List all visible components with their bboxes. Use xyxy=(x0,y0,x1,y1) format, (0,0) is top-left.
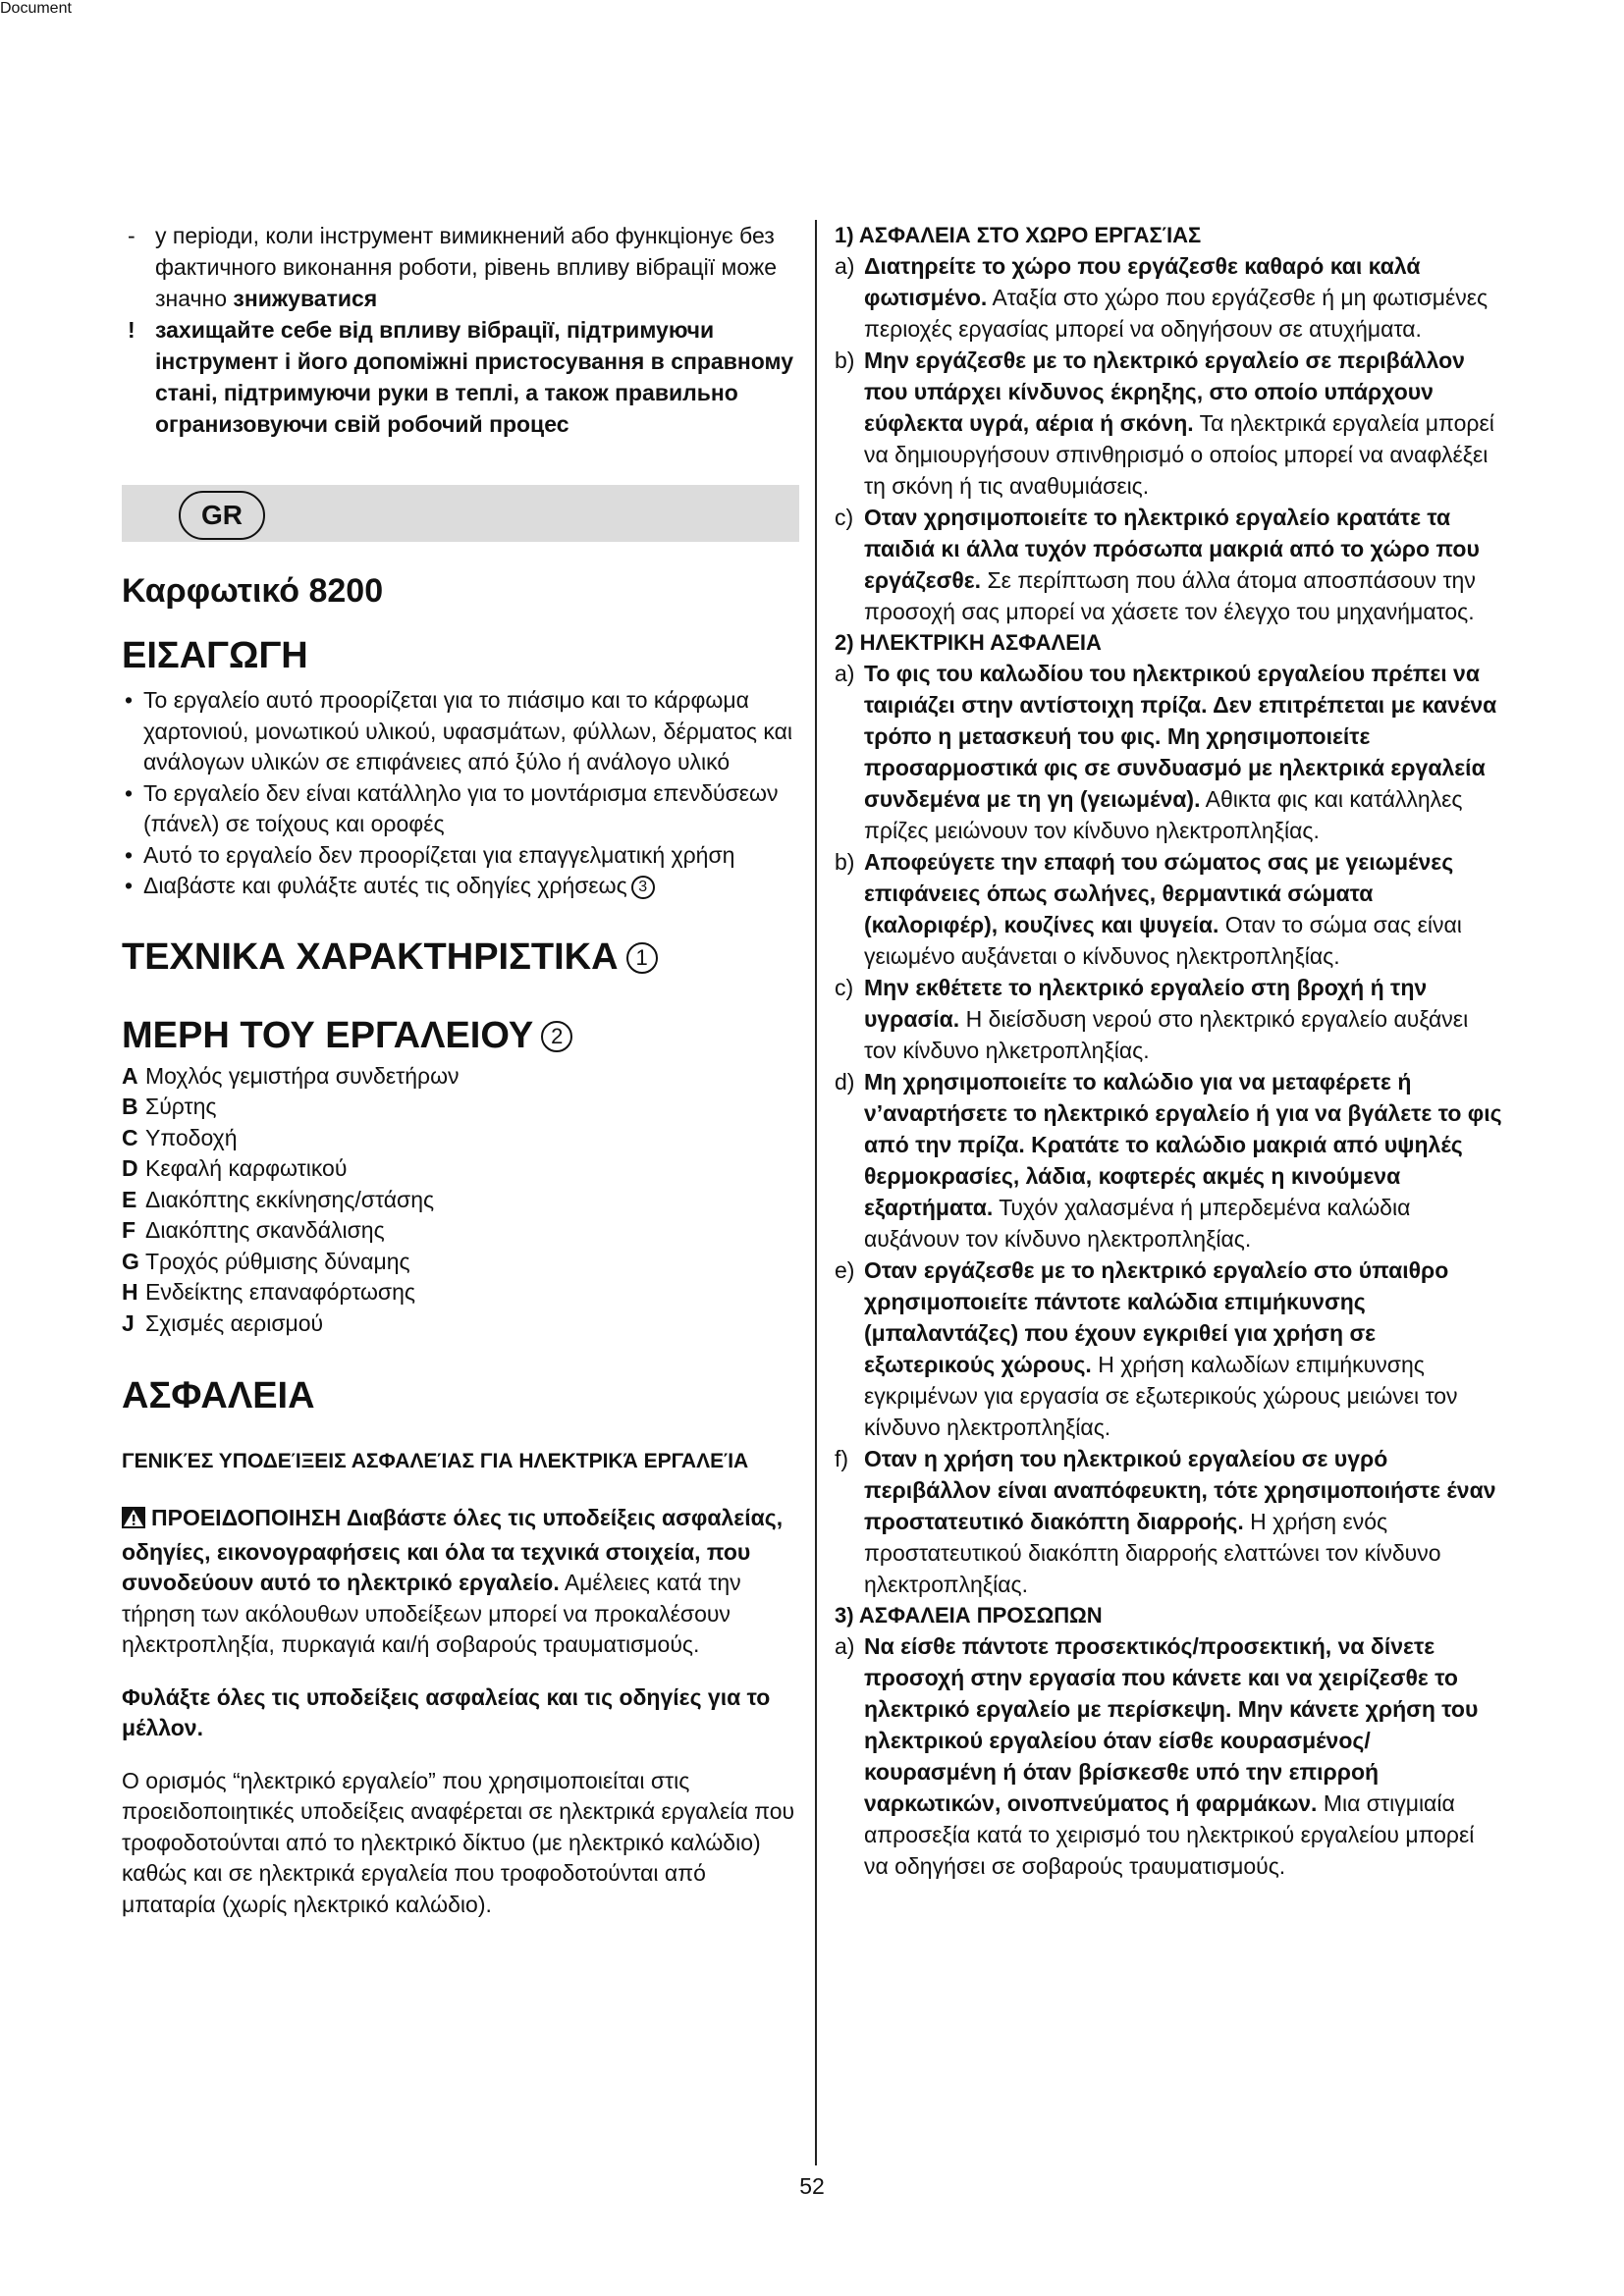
uk-item-1: - у періоди, коли інструмент вимикнений або функціонує без фактичного виконання роботи, рівень впливу вібрації може значно знижуватися xyxy=(122,220,799,314)
list-item: • Το εργαλείο δεν είναι κατάλληλο για το μοντάρισμα επενδύσεων (πάνελ) σε τοίχους και οροφές xyxy=(125,779,779,836)
keep-instructions: Φυλάξτε όλες τις υποδείξεις ασφαλείας και τις οδηγίες για το μέλλον. xyxy=(122,1683,771,1740)
list-item: C Υποδοχή xyxy=(122,1124,238,1150)
list-item: • Το εργαλείο αυτό προορίζεται για το πιάσιμο και το κάρφωμα χαρτονιού, μονωτικού υλικού, υφασμάτων, φύλλων, δέρματος και ανάλογων υλικών σε επιφάνειες από ξύλο ή ανάλογο υλικό xyxy=(125,687,792,774)
language-bar xyxy=(122,485,799,542)
list-item: c) Οταν χρησιμοποιείτε το ηλεκτρικό εργαλείο κρατάτε τα παιδιά κι άλλα τυχόν πρόσωπα μακριά από το χώρο που εργάζεσθε. Σε περίπτωση που άλλα άτομα αποσπάσουν την προσοχή σας μπορεί να χάσετε τον έλεγχο του μηχανήματος. xyxy=(835,505,1480,624)
list-item: e) Οταν εργάζεσθε με το ηλεκτρικό εργαλείο στο ύπαιθρο χρησιμοποιείτε πάντοτε καλώδια επιμήκυνσης (μπαλαντάζες) που έχουν εγκριθεί για χρήση σε εξωτερικούς χώρους. Η χρήση καλωδίων επιμήκυνσης εγκριμένων για εργασία σε εξωτερικούς χώρους μειώνει τον κίνδυνο ηλεκτροπληξίας. xyxy=(835,1257,1458,1440)
column-divider xyxy=(815,220,817,2165)
warning-paragraph: ΠΡΟΕΙΔΟΠΟΙΗΣΗ Διαβάστε όλες τις υποδείξεις ασφαλείας, οδηγίες, εικονογραφήσεις και όλα τα τεχνικά στοιχεία, που συνοδεύουν αυτό το ηλεκτρικό εργαλείο. Αμέλειες κατά την τήρηση των ακόλουθων υποδείξεων μπορεί να προκαλέσουν ηλεκτροπληξία, πυρκαγιά και/ή σοβαρούς τραυματισμούς. xyxy=(122,1505,784,1657)
figure-ref-1: 1 xyxy=(626,942,658,974)
list-item: f) Οταν η χρήση του ηλεκτρικού εργαλείου σε υγρό περιβάλλον είναι αναπόφευκτη, τότε χρησιμοποιήστε έναν προστατευτικό διακόπτη διαρροής. Η χρήση ενός προστατευτικού διακόπτη διαρροής ελαττώνει τον κίνδυνο ηλεκτροπληξίας. xyxy=(835,1446,1496,1597)
warning-triangle-icon xyxy=(122,1506,145,1537)
intro-bullets xyxy=(122,685,799,902)
list-item: d) Μη χρησιμοποιείτε το καλώδιο για να μεταφέρετε ή ν’αναρτήσετε το ηλεκτρικό εργαλείο ή για να βγάλετε το φις από την πρίζα. Κρατάτε το καλώδιο μακριά από υψηλές θερμοκρασίες, λάδια, κοφτερές ακμές η κινούμενα εξαρτήματα. Τυχόν χαλασμένα ή μπερδεμένα καλώδια αυξάνουν τον κίνδυνο ηλεκτροπληξίας. xyxy=(835,1069,1502,1252)
definition-paragraph: Ο ορισμός “ηλεκτρικό εργαλείο” που χρησιμοποιείται στις προειδοποιητικές υποδείξεις αναφέρεται σε ηλεκτρικά εργαλεία που τροφοδοτούνται από το ηλεκτρικό δίκτυο (με ηλεκτρικό καλώδιο) καθώς και σε ηλεκτρικά εργαλεία που τροφοδοτούνται από μπαταρία (χωρίς ηλεκτρικό καλώδιο). xyxy=(122,1767,795,1917)
list-item: A Μοχλός γεμιστήρα συνδετήρων xyxy=(122,1062,460,1089)
list-item: • Αυτό το εργαλείο δεν προορίζεται για επαγγελματική χρήση xyxy=(125,841,735,868)
parts-list xyxy=(122,1061,799,1340)
safety-heading: ΑΣΦΑΛΕΙΑ xyxy=(122,1375,315,1416)
section-title-1: 1) ΑΣΦΑΛΕΙΑ ΣΤΟ ΧΩΡΟ ΕΡΓΑΣΊΑΣ xyxy=(835,223,1202,247)
exclamation-marker: ! xyxy=(128,317,135,343)
tech-heading: ΤΕΧΝΙΚΑ ΧΑΡΑΚΤΗΡΙΣΤΙΚΑ 1 xyxy=(122,935,799,979)
ukrainian-notes xyxy=(122,220,799,440)
uk-item-2: ! захищайте себе від впливу вібрації, підтримуючи інструмент і його допоміжні пристосування в справному стані, підтримуючи руки в теплі, а також правильно огранизовуючи свій робочий процес xyxy=(122,314,799,440)
list-item: b) Μην εργάζεσθε με το ηλεκτρικό εργαλείο σε περιβάλλον που υπάρχει κίνδυνος έκρηξης, στο οποίο υπάρχουν εύφλεκτα υγρά, αέρια ή σκόνη. Τα ηλεκτρικά εργαλεία μπορεί να δημιουργήσουν σπινθηρισμό ο οποίος μπορεί να αναφλέξει τη σκόνη ή τις αναθυμιάσεις. xyxy=(835,347,1494,499)
figure-ref-3: 3 xyxy=(631,876,655,899)
left-column xyxy=(122,220,799,1920)
list-item: J Σχισμές αερισμού xyxy=(122,1309,324,1336)
list-item: a) Να είσθε πάντοτε προσεκτικός/προσεκτική, να δίνετε προσοχή στην εργασία που κάνετε και να χειρίζεσθε το ηλεκτρικό εργαλείο με περίσκεψη. Μην κάνετε χρήση του ηλεκτρικού εργαλείου όταν είσθε κουρασμένος/κουρασμένη ή όταν βρίσκεσθε υπό την επιρροή ναρκωτικών, οινοπνεύματος ή φαρμάκων. Μια στιγμιαία απροσεξία κατά το χειρισμό του ηλεκτρικού εργαλείου μπορεί να οδηγήσει σε σοβαρούς τραυματισμούς. xyxy=(835,1633,1479,1879)
list-item: B Σύρτης xyxy=(122,1094,217,1119)
list-item: b) Αποφεύγετε την επαφή του σώματος σας με γειωμένες επιφάνειες όπως σωλήνες, θερμαντικά σώματα (καλοριφέρ), κουζίνες και ψυγεία. Οταν το σώμα σας είναι γειωμένο αυξάνεται ο κίνδυνος ηλεκτροπληξίας. xyxy=(835,849,1462,969)
list-item: D Κεφαλή καρφωτικού xyxy=(122,1155,348,1181)
dash-marker: - xyxy=(128,223,135,248)
list-item: a) Το φις του καλωδίου του ηλεκτρικού εργαλείου πρέπει να ταιριάζει στην αντίστοιχη πρίζα. Δεν επιτρέπεται με κανένα τρόπο η μετασκευή του φις. Μη χρησιμοποιείτε προσαρμοστικά φις σε συνδυασμό με ηλεκτρικά εργαλεία συνδεμένα με τη γη (γειωμένα). Αθικτα φις και κατάλληλες πρίζες μειώνουν τον κίνδυνο ηλεκτροπληξίας. xyxy=(835,661,1497,843)
list-item: H Ενδείκτης επαναφόρτωσης xyxy=(122,1279,416,1305)
list-item: F Διακόπτης σκανδάλισης xyxy=(122,1217,385,1243)
page-number: 52 xyxy=(799,2173,825,2199)
list-item: a) Διατηρείτε το χώρο που εργάζεσθε καθαρό και καλά φωτισμένο. Αταξία στο χώρο που εργάζεσθε ή μη φωτισμένες περιοχές εργασίας μπορεί να οδηγήσουν σε ατυχήματα. xyxy=(835,253,1489,342)
safety-subheading: ΓΕΝΙΚΈΣ ΥΠΟΔΕΊΞΕΙΣ ΑΣΦΑΛΕΊΑΣ ΓΙΑ ΗΛΕΚΤΡΙΚΆ ΕΡΓΑΛΕΊΑ xyxy=(122,1450,749,1472)
parts-heading: ΜΕΡΗ ΤΟΥ ΕΡΓΑΛΕΙΟΥ 2 xyxy=(122,1014,799,1057)
list-item: G Τροχός ρύθμισης δύναμης xyxy=(122,1248,410,1274)
right-column xyxy=(835,220,1502,1882)
list-item: • Διαβάστε και φυλάξτε αυτές τις οδηγίες χρήσεως 3 xyxy=(122,871,799,902)
section-title-2: 2) ΗΛΕΚΤΡΙΚΗ ΑΣΦΑΛΕΙΑ xyxy=(835,630,1102,655)
list-item: c) Μην εκθέτετε το ηλεκτρικό εργαλείο στη βροχή ή την υγρασία. Η διείσδυση νερού στο ηλεκτρικό εργαλείο αυξάνει τον κίνδυνο ηλκετροπληξίας. xyxy=(835,975,1469,1063)
list-item: E Διακόπτης εκκίνησης/στάσης xyxy=(122,1186,435,1212)
figure-ref-2: 2 xyxy=(541,1021,572,1052)
language-badge: GR xyxy=(179,491,265,540)
intro-heading: ΕΙΣΑΓΩΓΗ xyxy=(122,635,308,676)
product-title: Καρφωτικό 8200 xyxy=(122,572,384,610)
section-title-3: 3) ΑΣΦΑΛΕΙΑ ΠΡΟΣΩΠΩΝ xyxy=(835,1603,1103,1628)
